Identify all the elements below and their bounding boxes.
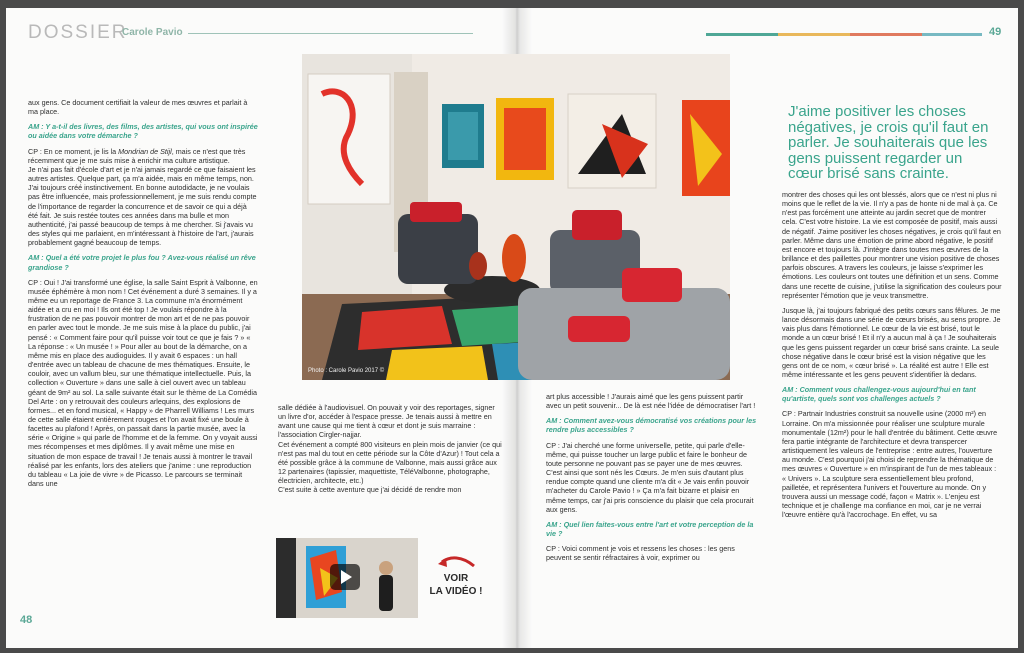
paragraph: CP : Partnair Industries construit sa nouvelle usine (2000 m²) en Lorraine. On m'a missionnée pour réaliser une sculpture murale monumentale (12m²) pour le hall d'entrée du bâtiment. Cette œuvre fera partie intégrante de l'architecture et devra transpercer artistiquement les valeurs de l'entreprise : entre autres, l'ouverture au monde. C'est pourquoi j'ai choisi de reprendre la thématique de mes œuvres « Ouverture » en m'inspirant de l'un de mes tableaux : « Univers ». La sculpture sera essentiellement bleu profond, pailletée, et représentera l'univers et l'ouverture au monde. On y trouvera aussi un message codé, façon « Matrix ». L'enjeu est technique et je challenge ma confiance en moi, car je ne verrai l'œuvre entière qu'à l'accrochage. En effet, vu sa [782,409,998,520]
paragraph: CP : En ce moment, je lis la Mondrian de Stijl, mais ce n'est que très récemment que je me suis mise à enrichir ma culture artistique. [28,146,246,165]
play-icon[interactable] [330,564,360,590]
header-rule [188,33,473,34]
interview-question: AM : Comment vous challengez-vous aujourd'hui en tant qu'artiste, quels sont vos challenges actuels ? [782,385,976,404]
header-stripe [850,33,922,36]
page-number-right: 49 [989,26,1002,38]
column-4 [782,190,1002,525]
paragraph: C'est suite à cette aventure que j'ai décidé de rendre mon [278,485,462,495]
interview-question: AM : Quel a été votre projet le plus fou ? Avez-vous réalisé un rêve grandiose ? [28,253,256,272]
interview-question: AM : Quel lien faites-vous entre l'art et votre perception de la vie ? [546,519,754,539]
video-thumbnail[interactable] [276,538,418,618]
interview-question: AM : Comment avez-vous démocratisé vos créations pour les rendre plus accessibles ? [546,416,757,435]
paragraph: Cet événement a compté 800 visiteurs en plein mois de janvier (ce qui n'est pas mal du tout en cette période sur la Côte d'Azur) ! Tout cela a été possible grâce à la commune de Valbonne, mais aussi grâce aux 12 partenaires (tapissier, maquettiste, TéléValbonne, photographe, électricien, architecte, etc.) [278,439,502,486]
watch-video-line2: LA VIDÉO ! [429,586,483,597]
pull-quote: J'aime positiver les choses négatives, je crois qu'il faut en parler. Je souhaiterais que les gens puissent regarder un cœur brisé sans crainte. [788,103,989,182]
header-stripe [706,33,778,36]
paragraph: salle dédiée à l'audiovisuel. On pouvait y voir des reportages, signer un livre d'or, accéder à l'espace presse. Je tenais aussi à mettre en avant une cause qui me tient à cœur et dont je suis marraine : l'association Cirgler-najjar. [278,403,495,440]
page-number-left: 48 [20,614,33,626]
column-3 [546,392,760,569]
watch-video-link[interactable] [426,554,486,598]
header-stripe [778,33,850,36]
watch-video-line1: VOIR [443,573,469,584]
paragraph: CP : Oui ! J'ai transformé une église, la salle Saint Esprit à Valbonne, en musée éphémère à mon nom ! Cet événement a duré 3 semaines. Il y a même eu un reportage de France 3. La commune m'a énormément aidée et a cru en moi ! Ils ont été top ! Je voulais répondre à la frustration de ne pas pouvoir montrer de mon art et de ne pas pouvoir en parler avec tout le monde. Je me suis mise à la place du public, j'ai pensé : « Comment faire pour qu'il puisse voir tout ce que je fais ? » « La réponse : « Un musée ! » Pour aller au bout de la démarche, on a même mis en place des audioguides. Il y avait 6 espaces : un hall d'entrée avec un tableau de chacune de mes thématiques. Ensuite, le couloir, avec un vallum bleu, sur une thématique intellectuelle. Puis, la collection « Ouverture » dans une salle à ciel ouvert avec un tableau géant de 9m² au sol. La salle suivante était sur le thème de La Comédia Del Arte : on y retrouvait des couleurs arlequins, des explosions de formes... et en fond musical, « Happy » de Pharrell Williams ! Les murs de cette salle étaient entièrement rouges et l'on avait fixé une boule à facettes au plafond ! Après, on passait dans la partie musée, avec la série « Origine » qui parle de l'homme et de la femme. On y voyait aussi mes récompenses et mes diplômes. Il y avait même une mise en situation de mon espace de travail ! Je tenais aussi à montrer le travail réalisé par les enfants, lors des ateliers que j'anime : une reproduction du tableau « La joie de vivre » de Picasso. Le parcours se terminait dans une [28,277,258,489]
header-author: Carole Pavio [122,27,183,38]
magazine-spread [6,8,1018,648]
arrow-icon [436,554,476,570]
column-2 [278,403,502,501]
header-stripe [922,33,982,36]
gallery-photo [302,54,730,380]
photo-credit: Photo : Carole Pavio 2017 © [308,368,385,374]
paragraph: CP : J'ai cherché une forme universelle, petite, qui parle d'elle-même, qui puisse toucher un large public et faire le bonheur de toute personne ne pouvant pas se payer une de mes œuvres. C'est ainsi que sont nés les Cœurs. Je m'en suis d'autant plus rendue compte quand une cliente m'a dit « Je vais enfin pouvoir m'acheter du Carole Pavio ! » Ça m'a fait bizarre et plaisir en même temps, car j'ai pris conscience du plaisir que cela procurait aux gens. [546,440,754,514]
paragraph: Je n'ai pas fait d'école d'art et je n'ai jamais regardé ce que faisaient les autres artistes. Quelque part, ça m'a aidée, mais en même temps, non. J'ai toujours créé instinctivement. En bonne autodidacte, je ne voulais pas être influencée, mais professionnellement, je me suis rendu compte de l'importance de regarder la concurrence et de savoir ce qui a déjà été fait. Je suis restée toutes ces années dans ma bulle et mon authenticité, j'ai passé beaucoup de temps à me chercher. Si j'avais vu des styles qui me parlaient, en m'intéressant à l'histoire de l'art, j'aurais probablement gagné beaucoup de temps. [28,164,257,248]
interview-question: AM : Y a-t-il des livres, des films, des artistes, qui vous ont inspirée ou aidée dans votre démarche ? [28,122,258,141]
gallery-photo-drawing [302,54,730,380]
paragraph: CP : Voici comment je vois et ressens les choses : les gens peuvent se sentir réfractaires à voir, exprimer ou [546,544,735,563]
paragraph: montrer des choses qui les ont blessés, alors que ce n'est ni plus ni moins que le reflet de la vie. Il n'y a pas de honte ni de mal à ça. Ce n'est pas forcément une atteinte au jardin secret que de montrer cela. C'est votre histoire. La vie est composée de positif, mais aussi de négatif. J'aime positiver les choses négatives, je crois qu'il faut en parler. Même dans une émotion de prime abord négative, le positif est encore et toujours là. J'intègre dans toutes mes œuvres de la brillance et des paillettes pour montrer une vision positive de choses parfois obscures. A travers les couleurs, je laisse s'exprimer les émotions. Les couleurs ont toutes une définition et un sens. Comme dans une recette de cuisine, j'utilise la signification des couleurs pour représenter l'émotion que je veux transmettre. [782,190,1002,300]
column-1 [28,98,258,494]
paragraph: Jusque là, j'ai toujours fabriqué des petits cœurs sans fêlures. Je me lance désormais dans une série de cœurs brisés, au sens propre. Je vais plus dans l'émotionnel. Le cœur de la vie est brisé, tout le monde a un cœur brisé ! Et il n'y a aucun mal à ça ! Je souhaiterais que les gens puissent regarder un cœur brisé sans crainte. La seule chose négative dans le cœur brisé est la vision négative que les gens ont de ce nom, « cœur brisé ». La réalité est autre ! Elle est même intéressante et les gens peuvent s'identifier là dedans. [782,305,1001,379]
paragraph: art plus accessible ! J'aurais aimé que les gens puissent partir avec un petit souvenir... De là est née l'idée de démocratiser l'art ! [546,392,756,411]
paragraph: aux gens. Ce document certifiait la valeur de mes œuvres et parlait à ma place. [28,98,248,117]
section-title: DOSSIER [28,22,128,43]
